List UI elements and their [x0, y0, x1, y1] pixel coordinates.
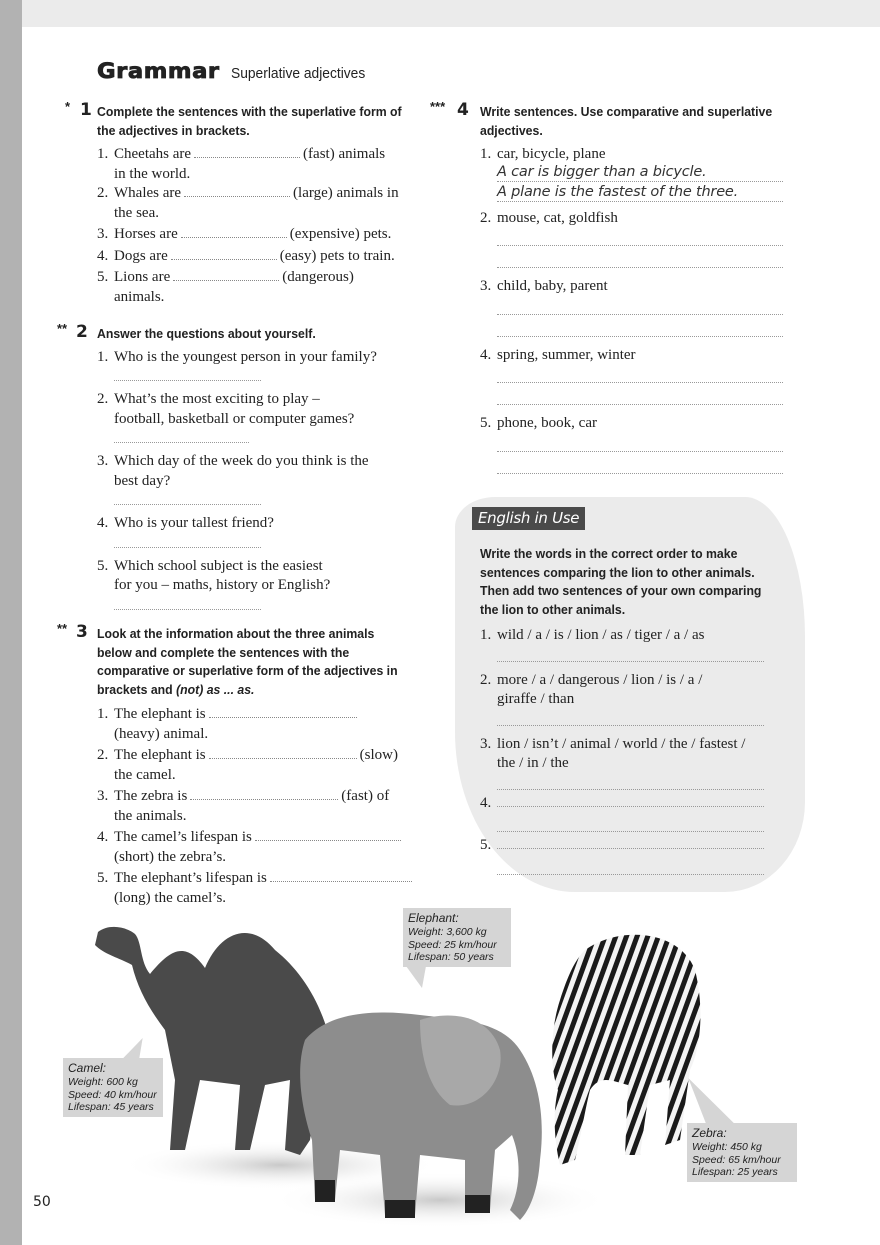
english-in-use-badge: English in Use — [472, 507, 585, 530]
exercise-item: 4. spring, summer, winter — [480, 346, 800, 406]
animal-weight: Weight: 450 kg — [692, 1141, 762, 1153]
zebra-info-box — [687, 1123, 797, 1182]
animal-speed: Speed: 40 km/hour — [68, 1088, 157, 1101]
exercise-item: 2. The elephant is (slow) the camel. — [97, 747, 398, 783]
exercise-item: 4. Dogs are (easy) pets to train. — [97, 247, 395, 264]
exercise-instruction: Look at the information about the three animals below and complete the sentences with the comparative or superlative form of the adjectives in brackets and (not) as ... as. — [97, 626, 398, 697]
exercise-item: 1. The elephant is (heavy) animal. — [97, 705, 427, 744]
exercise-item: 2. mouse, cat, goldfish — [480, 209, 800, 269]
camel-info-box — [63, 1058, 163, 1117]
answer-line[interactable] — [114, 547, 261, 548]
page-number: 50 — [33, 1194, 51, 1210]
exercise-item: 3. lion / isn’t / animal / world / the / fastest / the / in / the — [480, 735, 790, 790]
exercise-3 — [57, 621, 427, 908]
exercise-1 — [65, 99, 427, 307]
answer-line[interactable] — [497, 661, 764, 662]
animal-speed: Speed: 65 km/hour — [692, 1153, 781, 1166]
answer-blank[interactable] — [190, 789, 338, 800]
exercise-items — [97, 145, 427, 307]
difficulty-stars: ** — [57, 621, 68, 636]
exercise-item: 5. — [480, 836, 790, 875]
answer-line[interactable] — [497, 831, 764, 832]
answer-line[interactable] — [497, 404, 783, 405]
animals-illustration — [80, 910, 720, 1230]
answer-line[interactable] — [497, 789, 764, 790]
exercise-item: 4. The camel’s lifespan is (short) the zebra’s. — [97, 828, 427, 867]
exercise-item: 1. car, bicycle, plane A car is bigger than a bicycle. A plane is the fastest of the three. — [480, 145, 800, 202]
exercise-instruction: Complete the sentences with the superlative form of the adjectives in brackets. — [97, 104, 402, 138]
exercise-2 — [57, 321, 427, 610]
section-title: Grammar — [97, 59, 220, 83]
elephant-info-box — [403, 908, 511, 967]
answer-line[interactable] — [497, 725, 764, 726]
answer-line[interactable] — [497, 451, 783, 452]
difficulty-stars: * — [65, 99, 71, 114]
answer-blank[interactable] — [270, 871, 412, 882]
exercise-instruction: Answer the questions about yourself. — [97, 326, 316, 341]
exercise-item: 2. What’s the most exciting to play – football, basketball or computer games? — [97, 390, 427, 443]
exercise-item: 5. phone, book, car — [480, 414, 800, 474]
animal-lifespan: Lifespan: 25 years — [692, 1166, 778, 1178]
exercise-item: 5. Lions are (dangerous) animals. — [97, 269, 354, 305]
exercise-number: 2 — [76, 322, 88, 342]
exercise-instruction: Write sentences. Use comparative and superlative adjectives. — [480, 104, 773, 138]
exercise-item: 3. Horses are (expensive) pets. — [97, 226, 392, 242]
exercise-item: 1. Cheetahs are (fast) animals in the world. — [97, 146, 386, 182]
exercise-item: 5. Which school subject is the easiest for you – maths, history or English? — [97, 557, 427, 610]
zebra-image — [552, 935, 700, 1165]
animal-name: Camel: — [68, 1061, 107, 1075]
difficulty-stars: ** — [57, 321, 68, 336]
english-in-use-exercise — [480, 545, 790, 875]
section-heading — [97, 59, 376, 83]
exercise-item: 2. Whales are (large) animals in the sea. — [97, 185, 399, 221]
animal-lifespan: Lifespan: 50 years — [408, 951, 494, 963]
answer-line[interactable] — [497, 267, 783, 268]
exercise-items — [480, 145, 800, 474]
page-edge-band — [0, 0, 22, 1245]
animal-name: Zebra: — [692, 1126, 727, 1140]
exercise-item: 1. wild / a / is / lion / as / tiger / a / as — [480, 626, 790, 662]
answer-blank[interactable] — [181, 227, 287, 238]
example-answer: A car is bigger than a bicycle. — [497, 163, 783, 182]
answer-line[interactable] — [497, 473, 783, 474]
answer-blank[interactable] — [255, 830, 401, 841]
animal-name: Elephant: — [408, 911, 459, 925]
answer-line[interactable] — [497, 336, 783, 337]
answer-line[interactable] — [497, 382, 783, 383]
exercise-number: 3 — [76, 622, 88, 642]
section-subtitle: Superlative adjectives — [230, 65, 365, 82]
answer-blank[interactable] — [173, 270, 279, 281]
exercise-item: 3. Which day of the week do you think is the best day? — [97, 452, 427, 505]
answer-line[interactable] — [497, 245, 783, 246]
exercise-item: 5. The elephant’s lifespan is (long) the camel’s. — [97, 869, 427, 908]
answer-line[interactable] — [497, 314, 783, 315]
animal-weight: Weight: 3,600 kg — [408, 926, 487, 938]
answer-line[interactable] — [497, 795, 764, 807]
answer-line[interactable] — [114, 380, 261, 381]
exercise-number: 1 — [80, 100, 92, 120]
animal-weight: Weight: 600 kg — [68, 1076, 138, 1088]
answer-line[interactable] — [114, 609, 261, 610]
answer-blank[interactable] — [194, 147, 300, 158]
answer-blank[interactable] — [184, 186, 290, 197]
exercise-item: 4. Who is your tallest friend? — [97, 514, 427, 548]
exercise-items — [97, 705, 427, 908]
exercise-4 — [430, 99, 800, 474]
exercise-number: 4 — [457, 100, 469, 120]
answer-blank[interactable] — [209, 748, 357, 759]
exercise-item: 1. Who is the youngest person in your family? — [97, 348, 427, 382]
page-top-band — [22, 0, 880, 27]
difficulty-stars: *** — [430, 99, 446, 114]
example-answer: A plane is the fastest of the three. — [497, 183, 783, 202]
exercise-item: 3. child, baby, parent — [480, 277, 800, 337]
answer-line[interactable] — [114, 442, 249, 443]
animal-lifespan: Lifespan: 45 years — [68, 1101, 154, 1113]
exercise-items — [97, 348, 427, 610]
exercise-instruction: Write the words in the correct order to make sentences comparing the lion to other animals. Then add two sentences of your own comparing the lion to other animals. — [480, 546, 762, 617]
answer-blank[interactable] — [171, 249, 277, 260]
exercise-item: 3. The zebra is (fast) of the animals. — [97, 788, 390, 824]
exercise-item: 4. — [480, 794, 790, 833]
exercise-items — [480, 626, 790, 875]
answer-line[interactable] — [497, 837, 764, 849]
answer-line[interactable] — [114, 504, 261, 505]
answer-line[interactable] — [497, 874, 764, 875]
animal-speed: Speed: 25 km/hour — [408, 938, 497, 951]
exercise-item: 2. more / a / dangerous / lion / is / a / giraffe / than — [480, 671, 790, 726]
answer-blank[interactable] — [209, 707, 357, 718]
